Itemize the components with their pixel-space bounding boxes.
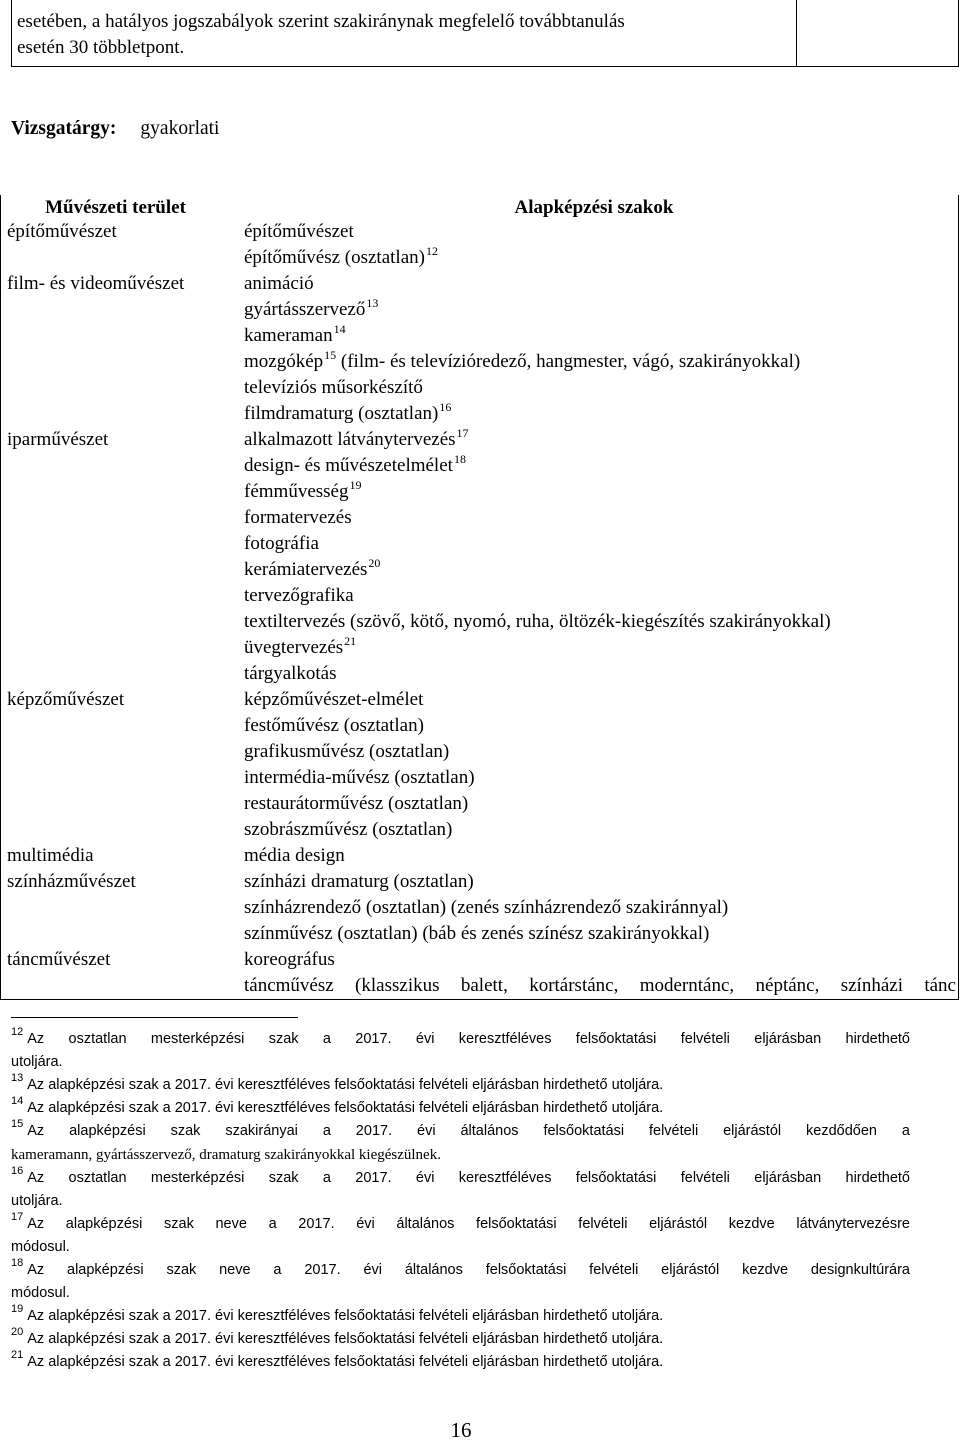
- footnote-text: Az osztatlan mesterképzési szak a 2017. évi keresztféléves felsőoktatási felvételi eljárásban hirdethető: [27, 1170, 910, 1186]
- continuation-table-box: [11, 0, 959, 67]
- header-programs: Alapképzési szakok: [514, 197, 674, 218]
- table-row: [1, 323, 958, 349]
- footnote-marker: 19: [349, 479, 362, 492]
- program-name: gyártásszervező: [244, 299, 366, 320]
- table-row: [1, 817, 958, 843]
- footnote: [11, 1328, 910, 1351]
- art-field-cell: [1, 739, 230, 765]
- footnote: [11, 1213, 910, 1259]
- table-row: [1, 245, 958, 271]
- program-cell: [230, 609, 958, 635]
- program-name: tervezőgrafika: [244, 585, 354, 606]
- program-name: építőművészet: [244, 221, 354, 242]
- art-field-cell: [1, 817, 230, 843]
- footnote: [11, 1167, 910, 1213]
- program-name: animáció: [244, 273, 314, 294]
- art-field-cell: [1, 583, 230, 609]
- program-cell: [230, 453, 958, 479]
- footnote: [11, 1028, 910, 1074]
- table-row: [1, 401, 958, 427]
- program-name: fémművesség: [244, 481, 349, 502]
- footnote-separator: [11, 1017, 298, 1018]
- program-cell: [230, 427, 958, 453]
- program-name: restaurátorművész (osztatlan): [244, 793, 469, 814]
- art-field-cell: [1, 791, 230, 817]
- footnote-number: 14: [11, 1095, 24, 1107]
- art-field-cell: [1, 245, 230, 271]
- program-name: intermédia-művész (osztatlan): [244, 767, 475, 788]
- program-suffix: (film- és televízióredező, hangmester, vágó, szakirányokkal): [336, 351, 801, 372]
- program-cell: [230, 505, 958, 531]
- art-field-cell: [1, 895, 230, 921]
- footnote-number: 21: [11, 1349, 24, 1361]
- footnote-text: Az alapképzési szak a 2017. évi keresztféléves felsőoktatási felvételi eljárásban hirdethető utoljára.: [27, 1077, 664, 1093]
- program-name: táncművész (klasszikus balett, kortárstánc, moderntánc, néptánc, színházi tánc: [244, 975, 956, 996]
- footnotes: [11, 1028, 910, 1374]
- program-name: formatervezés: [244, 507, 352, 528]
- program-cell: [230, 791, 958, 817]
- table-row: [1, 479, 958, 505]
- footnote-number: 19: [11, 1303, 24, 1315]
- program-cell: [230, 843, 958, 869]
- footnote-continuation: utoljára.: [11, 1054, 63, 1070]
- art-field-cell: [1, 531, 230, 557]
- footnote-marker: 12: [425, 245, 438, 258]
- program-name: grafikusművész (osztatlan): [244, 741, 450, 762]
- footnote: [11, 1259, 910, 1305]
- program-cell: [230, 557, 958, 583]
- program-cell: [230, 869, 958, 895]
- program-name: festőművész (osztatlan): [244, 715, 424, 736]
- table-row: [1, 583, 958, 609]
- table-row: [1, 869, 958, 895]
- footnote-marker: 21: [344, 635, 357, 648]
- table-header-row: [1, 195, 958, 219]
- program-name: design- és művészetelmélet: [244, 455, 453, 476]
- footnote-text: Az alapképzési szak neve a 2017. évi általános felsőoktatási felvételi eljárástól kezdve látványtervezésre: [27, 1216, 910, 1232]
- program-name: fotográfia: [244, 533, 319, 554]
- art-field-cell: [1, 479, 230, 505]
- footnote-text: Az alapképzési szak a 2017. évi keresztféléves felsőoktatási felvételi eljárásban hirdethető utoljára.: [27, 1354, 664, 1370]
- program-cell: [230, 713, 958, 739]
- programs-table: [0, 195, 959, 1000]
- footnote-text: Az alapképzési szak neve a 2017. évi általános felsőoktatási felvételi eljárástól kezdve designkultúrára: [27, 1262, 910, 1278]
- footnote-marker: 18: [453, 453, 466, 466]
- art-field-cell: [1, 349, 230, 375]
- program-cell: [230, 895, 958, 921]
- footnote-marker: 14: [333, 323, 346, 336]
- art-field-cell: [1, 661, 230, 687]
- program-cell: [230, 375, 958, 401]
- program-cell: [230, 765, 958, 791]
- program-name: szobrászművész (osztatlan): [244, 819, 453, 840]
- program-name: kerámiatervezés: [244, 559, 368, 580]
- program-cell: [230, 349, 958, 375]
- table-row: [1, 843, 958, 869]
- footnote-number: 16: [11, 1165, 24, 1177]
- art-field-cell: [1, 921, 230, 947]
- table-row: [1, 505, 958, 531]
- continuation-line-1: esetében, a hatályos jogszabályok szerint szakiránynak megfelelő továbbtanulás: [17, 11, 625, 32]
- program-name: mozgókép: [244, 351, 324, 372]
- program-cell: [230, 531, 958, 557]
- footnote-continuation: módosul.: [11, 1285, 70, 1301]
- program-name: képzőművészet-elmélet: [244, 689, 424, 710]
- program-cell: [230, 661, 958, 687]
- program-name: média design: [244, 845, 345, 866]
- table-row: [1, 219, 958, 245]
- footnote: [11, 1305, 910, 1328]
- table-row: [1, 271, 958, 297]
- program-cell: [230, 921, 958, 947]
- art-field-cell: [1, 297, 230, 323]
- footnote: [11, 1120, 910, 1167]
- footnote-number: 12: [11, 1026, 24, 1038]
- program-cell: [230, 323, 958, 349]
- footnote-marker: 20: [368, 557, 381, 570]
- art-field-cell: multimédia: [7, 845, 94, 866]
- table-row: [1, 661, 958, 687]
- art-field-cell: [1, 765, 230, 791]
- footnote-text: Az alapképzési szak a 2017. évi keresztféléves felsőoktatási felvételi eljárásban hirdethető utoljára.: [27, 1308, 664, 1324]
- table-row: [1, 791, 958, 817]
- table-row: [1, 453, 958, 479]
- table-row: [1, 427, 958, 453]
- footnote: [11, 1097, 910, 1120]
- exam-subject-value: gyakorlati: [140, 118, 220, 139]
- table-row: [1, 713, 958, 739]
- program-cell: [230, 635, 958, 661]
- table-row: [1, 297, 958, 323]
- program-name: színművész (osztatlan) (báb és zenés színész szakirányokkal): [244, 923, 710, 944]
- art-field-cell: [1, 973, 230, 999]
- program-name: színházrendező (osztatlan) (zenés színházrendező szakiránnyal): [244, 897, 729, 918]
- footnote-number: 13: [11, 1072, 24, 1084]
- footnote-continuation: módosul.: [11, 1239, 70, 1255]
- program-cell: [230, 219, 958, 245]
- header-art-field: Művészeti terület: [45, 197, 186, 218]
- program-name: színházi dramaturg (osztatlan): [244, 871, 474, 892]
- art-field-cell: [1, 557, 230, 583]
- exam-subject: [11, 118, 219, 140]
- footnote-text: Az alapképzési szak a 2017. évi keresztféléves felsőoktatási felvételi eljárásban hirdethető utoljára.: [27, 1100, 664, 1116]
- table-row: [1, 687, 958, 713]
- table-row: [1, 739, 958, 765]
- table-row: [1, 895, 958, 921]
- program-cell: [230, 817, 958, 843]
- program-name: televíziós műsorkészítő: [244, 377, 423, 398]
- footnote: [11, 1074, 910, 1097]
- footnote-text: Az osztatlan mesterképzési szak a 2017. évi keresztféléves felsőoktatási felvételi eljárásban hirdethető: [27, 1031, 910, 1047]
- art-field-cell: [1, 401, 230, 427]
- footnote-continuation: utoljára.: [11, 1193, 63, 1209]
- art-field-cell: [1, 713, 230, 739]
- art-field-cell: [1, 375, 230, 401]
- table-row: [1, 635, 958, 661]
- program-cell: [230, 245, 958, 271]
- exam-subject-label: Vizsgatárgy:: [11, 118, 117, 139]
- table-body: [1, 219, 958, 999]
- table-row: [1, 973, 958, 999]
- art-field-cell: [1, 453, 230, 479]
- continuation-cell: [12, 0, 797, 66]
- footnote-marker: 16: [439, 401, 452, 414]
- program-name: üvegtervezés: [244, 637, 344, 658]
- table-row: [1, 349, 958, 375]
- table-row: [1, 375, 958, 401]
- continuation-line-2: esetén 30 többletpont.: [17, 37, 185, 58]
- program-name: filmdramaturg (osztatlan): [244, 403, 439, 424]
- table-row: [1, 921, 958, 947]
- program-name: koreográfus: [244, 949, 335, 970]
- program-name: tárgyalkotás: [244, 663, 337, 684]
- program-cell: [230, 401, 958, 427]
- table-row: [1, 765, 958, 791]
- table-row: [1, 609, 958, 635]
- program-cell: [230, 973, 958, 999]
- footnote-marker: 13: [366, 297, 379, 310]
- program-cell: [230, 947, 958, 973]
- footnote-text: Az alapképzési szak szakirányai a 2017. évi általános felsőoktatási felvételi eljárástól kezdődően a: [27, 1123, 910, 1139]
- table-row: [1, 947, 958, 973]
- table-row: [1, 531, 958, 557]
- art-field-cell: [1, 505, 230, 531]
- art-field-cell: film- és videoművészet: [7, 273, 185, 294]
- footnote-number: 20: [11, 1326, 24, 1338]
- program-cell: [230, 687, 958, 713]
- footnote-marker: 15: [324, 349, 337, 362]
- footnote-continuation: kameramann, gyártásszervező, dramaturg szakirányokkal kiegészülnek.: [11, 1147, 441, 1163]
- footnote-number: 15: [11, 1118, 24, 1130]
- program-name: alkalmazott látványtervezés: [244, 429, 456, 450]
- art-field-cell: táncművészet: [7, 949, 111, 970]
- footnote-text: Az alapképzési szak a 2017. évi keresztféléves felsőoktatási felvételi eljárásban hirdethető utoljára.: [27, 1331, 664, 1347]
- art-field-cell: iparművészet: [7, 429, 109, 450]
- art-field-cell: építőművészet: [7, 221, 117, 242]
- program-cell: [230, 739, 958, 765]
- art-field-cell: [1, 609, 230, 635]
- table-row: [1, 557, 958, 583]
- footnote-number: 18: [11, 1257, 24, 1269]
- program-cell: [230, 271, 958, 297]
- program-name: textiltervezés (szövő, kötő, nyomó, ruha, öltözék-kiegészítés szakirányokkal): [244, 611, 831, 632]
- art-field-cell: [1, 323, 230, 349]
- program-cell: [230, 479, 958, 505]
- page-number: 16: [450, 1418, 472, 1442]
- program-name: kameraman: [244, 325, 333, 346]
- art-field-cell: [1, 635, 230, 661]
- footnote: [11, 1351, 910, 1374]
- program-name: építőművész (osztatlan): [244, 247, 425, 268]
- footnote-number: 17: [11, 1211, 24, 1223]
- art-field-cell: képzőművészet: [7, 689, 125, 710]
- footnote-marker: 17: [456, 427, 469, 440]
- program-cell: [230, 297, 958, 323]
- program-cell: [230, 583, 958, 609]
- continuation-empty-cell: [797, 0, 958, 66]
- art-field-cell: színházművészet: [7, 871, 136, 892]
